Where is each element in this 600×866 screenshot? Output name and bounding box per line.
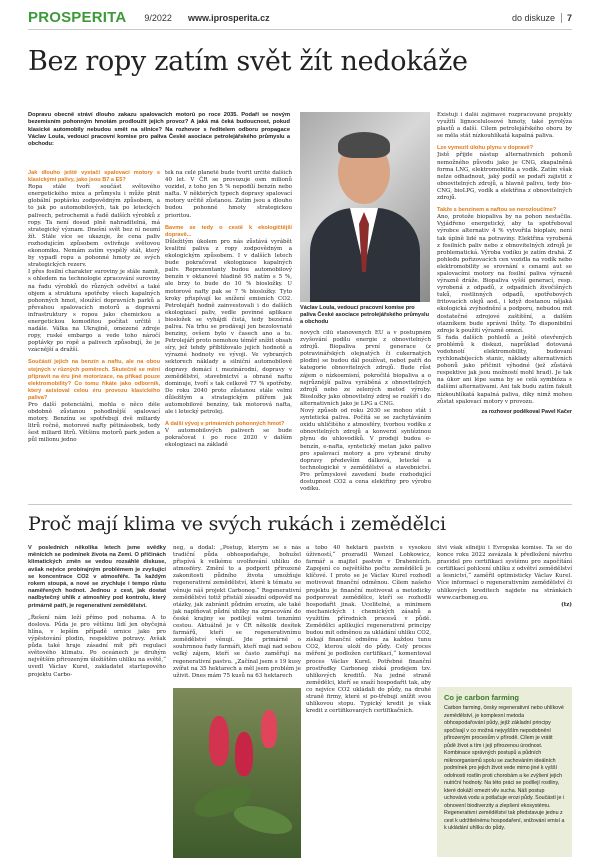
paragraph: a tobo 40 hektarů pastvin s vysokou úživností,“ prozradil Wenzel Lobkowicz, farmář a majitel pastvin v Drahenicích. Zapojení co největšího počtu zemědělců je klíčové. I proto se je Václav Kurel rozhodl motivovat finanční odměnou. Cílem našeho projektu je finanční motivovat a metodicky podporovat zemědělce, kteří se rozhodli hospodařit jinak. Ucelitelné, a minimem mechanických i chemických zásahů a využitím přírodních procesů v půdě. Zemědělci aplikující regenerativní principy budou mít odměnou za ukládání uhlíku CO2, získají finanční odměnu za každou tunu CO2, kterou uloží do půdy. Celý proces měření je podložen certifikací,“ komentoval proces Václav Kurel. Potřebné finanční prostředky Carboneg získá prodejem tzv. uhlíkových kreditů. Na jedné straně zemědělci, kteří se snaží hospodařit tak, aby co nejvíce CO2 ukládali do půdy, na druhé straně firmy, které si po-třebují snížit svou uhlíkovou stopu. Typický kredit je však kredit z certifikovaných certifikačních.: [306, 545, 431, 715]
question-heading: A další vývoj v primárních pohonných hmot?: [165, 421, 285, 428]
paragraph: V automobilových palivech se bude pokračovat i po roce 2020 v dalším ekologizaci na základě: [165, 428, 292, 449]
paragraph: Ano, protože biopaliva by na pohon nestačila. Vyjádřeno energetický, aby ta spotřeboval výrobce alternativ 4 % vytvořila bioplaiv, není tak úplně lidé na potraviny. Elektřina vyrobená z fosilních paliv nebo z obnovitelných zdrojů je problematická. Výroba vodíku je zatím drahá. Z pohledu pořizovacích cen vozidla na vodík nebo elektromobility se srovnání s cenami aut se spalovacími motory na fosilní paliva výrazně výrazně dráže. Biopaliva vyšší generací, resp. vyrobená z odpadů, z odpadních živočišných tuků, rostlinných odpadů, spotřebových fritovacích olejů aod., i když dostanou nějaká ekologická zvýhodnění a podporu, nebudou mít dostatečné zdrojové zaštítění, a dalším otazníkem bude správní lhůty. To disponibilní zdroje k použití výrazně omezí.: [437, 214, 572, 334]
website-link[interactable]: www.iprosperita.cz: [187, 12, 270, 23]
page-header: [28, 6, 572, 30]
article1-lead: Dopravu obecně stráví dlouho zakazu spalovacích motorů po roce 2035. Podaří se novým bezemisním pohonným hmotám prodloužit jejich provoz? A jaká má čeká budoucnost, pokud klasické automobily nebudou smět na silnice? Na rozhovor s ředitelem odboru propagace Václav Loula, vedoucí pracovní komise pro paliva České asociace petrolejářského průmyslu a obchodu:: [28, 112, 290, 148]
info-box-body: Carbon farming, česky regenerativní nebo uhlíkové zemědělství, je komplexní metoda obhospodařování půdy, jejíž základní principy spočívají v co možná nejvyšším nepodobnění přirozeným procesům v přírodě. Cílem je vrátit půdě život a tím i její přirozenou úrodnost. Kombinace správných postupů a půdních mikroorganismů spolu se zachováním ideálních podmínek pro jejich život vede mimo jiné k vyšší odolnosti rostlin proti chorobám a ke zvýšení jejich nutriční hodnoty. Na této práci se podílejí rostliny, které dokáží omezit vliv sucha. Náš postup uchovává vodu a potlačuje erozi půdy. Součástí je i obnovení biodiverzity a zlepšení ekosystému. Regenerativní zemědělství tak představuje jednu z cest k udržitelnému hospodaření, snižování emisí a k ukládání uhlíku do půdy.: [444, 705, 565, 831]
section-name: do diskuze: [511, 12, 555, 23]
paragraph: Existují i další zajímavé rozpracované projekty využití lignocelulosové hmoty, také pyrolýza plastů a další. Cílem petrolejářského oboru by se měla stát nízkouhlíkatá kapalná paliva.: [437, 112, 572, 140]
paragraph: Pro další potenciální, mohla o něco déle obdobně zůstanou pohodlnější spalovací motory. Benzínu se spotřebují dvě miliardy litrů ročně, motorové nafty pětinásobek, tedy šest miliard litrů. Většinu motorů park jeden a půl milionu jedno: [28, 402, 160, 444]
article2-column-4: [437, 545, 572, 683]
paragraph: tek na celé planetě bude tvořit určité dalších 40 let. V ČR se provozuje osm milionů vozidel, z toho jen 5 % nepodílí benzín nebo nafta. V některých typech dopravy spalovací motory určitě zůstanou. Zatím jsou a dlouho budou pohonné hmoty strategickou prioritou.: [165, 170, 292, 219]
portrait-photo: [300, 112, 430, 302]
paragraph: Ropa stále tvoří součást světového energetického mixu a průmyslu i může plnit globální poptávku zodpovědným způsobem, a to jak po automobilových, tak po leteckých palivech, petrochemii a řadě dalších výrobků z ropy. Ta není dosud plně nahraditelná, má strategický význam. Dnešní svět bez ní neumí žít. Stále více se ukazuje, že cena paliv rozhodujícím způsobem ovlivňuje světovou ekonomiku. Nemám zatím vyspělý stát, který by vypadl ropu a pohonné hmoty ze svých strategických rezerv.: [28, 184, 160, 269]
question-heading: Lze vymezit úlohu plynu v dopravě?: [437, 145, 534, 152]
article1-title: Bez ropy zatím svět žít nedokáže: [28, 46, 468, 77]
article1-column-3: [300, 330, 431, 497]
paragraph: Nový způsob od roku 2030 se mohou stát i syntetická paliva. Počítá se se zachytáváním oxidu uhličitého z atmosféry, tvorbou vodíku z obnovitelných zdrojů a konverzí syntézinou plynu do uhlovodíků. V prodeji budou e-benzín, e-nafta, syntetický metan jako palivo pro spalovací motory a pro vybrané druhy dopravy především dálková, letecké a technologické v zemědělství a stavebnictví. Pro průmyslové zavedení bude rozhodující dostupnost CO2 a cena elektřiny pro výrobu vodíku.: [300, 408, 431, 493]
article-tag: (tz): [561, 601, 572, 608]
article2-title: Proč mají klima ve svých rukách i zemědělci: [28, 513, 446, 535]
article2-lead: V posledních několika letech jsme svědky měnících se podmínek života na Zemi. O příčinách klimatických změn se vedou rozsáhlé diskuse, avšak nejvíce probírajným problémem je zvyšující se koncentrace CO2 v atmosféře. Ta každým rokem stoupá, a nové se zrychluje i tempo růstu naměřených hodnot. Jednou z cest, jak dostat nadbytečný uhlík z atmosféry pod kontrolu, který primárně patří, je regenerativní zemědělství.: [28, 545, 166, 609]
article1-column-2: [165, 170, 292, 497]
info-box: [437, 687, 572, 857]
paragraph: Důležitým úkolem pro nás zůstává vyrábět kvalitní paliva z ropy zodpovědným a ekologickým způsobem. I v dalších letech bude pokračovat ekologizace kapalných paliv. Reprezentanty budou automobilový benzín v oktanové hladině 95 natím s 5 %, ale brzy to bude do 10 % biosložky. U motorové nafty pak se 7 % biosložky. Tyto kroky přispívají ke snížení emisních CO2. Petrolejáři hodně zainvestovali i do dalších ekologizací paliv, vedle povinné aplikace biosložek se vyhájdí čistá, tedy bezsírná paliva. Na trhu se prodávají jen bezolovnaté benziny, ovšem bylo v časech ano a to. Petrolejáři proto nemohou téměř snížit obsah síry, jež tehdy přibližovalo jejich hodnotě a výrazné hodnoty ve vývoji. Ve vybraných sektorech náklady a silniční automobilové dopravy domácí i mezinárodní, dopravy v zemědělství, stavebnictví a obrané naftu dominuje, tvoří s tak celkově 77 % spotřeby. Do roku 2040 proto zůstanou stále velmi důležitým a strategickým pilířem jak automobilové benzíny, tak motorová nafta, ale i letecký petrolej.: [165, 238, 292, 416]
article2-column-3: [306, 545, 431, 857]
article-signature: za rozhovor poděkoval Pavel Kačer: [481, 408, 572, 415]
question-heading: Takže s benzínem a naftou se nerozloučíme?: [437, 207, 557, 214]
paragraph: I přes fosilní charakter suroviny je stále namít, s ohledem na technologie zpracování suroviny na řadu výrobků do různých odvětví a také objem a struktura spotřeby všech kapalných pohonných hmot, sloužící dopravních parků a převahou spalovacích motorů a dopravní infrastruktury s ropou jako chemickou a energetickou komoditou počítat určitě i nadále. Válka na Ukrajině, omezené zdroje ropy, ruské embargo a vede toho náročí poptávky po ropě a palivech způsobují, že je vzácnější a dražší.: [28, 269, 160, 354]
article2-column-1: [28, 545, 166, 857]
question-heading: Součástí jejich na benzín a naftu, ale na obou stejných v různých poměrech. Skutečně se mění připravit na éru jiné motorizace, na příkad pouze elektromobility? Co tomu říkáte jako odborník, který asistoval celou éru provozu klasického paliva?: [28, 359, 160, 401]
paragraph: S řada dalších pohledů a ještě otevřených problémů k diskuzi, naprůklad dotovaná vodohnotí elektromobility, budovaní rychlonabíjecích stanic, náklady alternativních pohonů jako přičinit výhodné (jež zůstává respektive jak jsou možností mohl hrad). Je tak na úkor ani lépe sama by se celá symbióza s dalšími alternativami. Ani tak budu zatím fakult nízkouhlíkatá kapalná paliva, díky nimž mohou zůstat spalovací motory v provozu.: [437, 334, 572, 405]
info-box-title: Co je carbon farming: [444, 693, 520, 702]
paragraph: Jistě přijde nástup alternativních pohonů nemožného původu jako je CNG, zkapalněná forma LNG, elektromobilita a vodík. Zatím však nelze odhadnout, jaký podíl se podaří zajistit z obnovitelných zdrojů, a hlavně palivu, tedy bio-CNG, bioLPG, vodík a elektřina z obnovitelných zdrojů.: [437, 152, 572, 202]
photo-caption: Václav Loula, vedoucí pracovní komise pro paliva České asociace petrolejářského průmyslu a obchodu: [300, 305, 430, 325]
magazine-logo: PROSPERITA: [28, 9, 127, 26]
article1-column-1: [28, 112, 160, 497]
article1-column-4: [437, 112, 572, 497]
issue-number: 9/2022: [144, 12, 172, 23]
flower-photo: [173, 688, 301, 858]
paragraph: nových cílů stanovených EU a v postupném zvyšování podílu energie z obnovitelných zdrojů. Biopaliva první generace (z potravinářských olejnatých či cukernatých plodin) se budou dál používat, nebot patří do kategorie obnovitelných zdrojů. Bude růst zájem o nízkoemisní, pokročilá biopaliva a o nejrůznější paliva vyráběná z obnovitelných zdrojů nebo ze zelených metod výroby. Biosložky jako obnovitelný zdroj se rozšíří i do alternativních jako je LPG a CNG.: [300, 330, 431, 407]
paragraph: neg, a dodal: „Postup, kterým se s nás tradiční půda obhospodařuje, bohužel přispívá k velkému uvolňování uhlíku do atmosféry. Změní to a podporit přirozené zakonitosti půdního života umožňuje regenerativní zemědělství, které k tématu se věnuje náš projekt Carboneg.“ Regenerativní zemědělství totiž přistálí zásadní odpověď na otázky, jak zabránit půdním erozím, ale také jak naplňovat půdní uhlíky na zpracování do české krajiny se podílejí velmi tenzními cestou. Aktuálně je v ČR několik desítek farmářů, kteří se regenerativnímu zemědělství věnují. Jde primárně o souhrnnou řady farmáři, kteří mají nad sebou velký zájem, kteří se často zaměřují na regenerativní pastvu. „Začínal jsem s 19 kusy zvířat na 35 hektarech a měl jsem problém je uživit. Dnes mám 75 kusů na 63 hektarech: [173, 545, 301, 679]
paragraph: „Řešení nám leží přímo pod nohama. A to doslova. Půda je pro většinu lidí jen obyčejná hlína, v lepším případě ornice jako pro výpěstování plodin, respektive potravy. Avšak půda také hraje zásadní mít při regulaci světového klimatu. Po oceánech je druhým největším přirozeným úložištěm uhlíku na světě,“ uvedl Václav Kurel, zakladatel startupového projektu Carbo-: [28, 614, 166, 678]
paragraph: štvi však silnější i Evropská komise. Ta se do konce roku 2022 zavázala k předložení návrhu pravidel pro certifikaci systému pro započítání certifikací pohlcení uhlíku z odvětví zemědělství a lesnictví,“ zaměřil optimisticky Václav Kurel. Více informací o regenerativním zemědělství či uhlíkových kreditech najdete na stránkách www.carboneg.eu.: [437, 545, 572, 601]
page-number: 7: [561, 13, 572, 23]
question-heading: Jak dlouho ještě vystačí spalovací motory s klasickými palivy, jako jsou B7 a E5?: [28, 170, 160, 184]
question-heading: Bavme se tedy o cestě k ekologičtější dopravě...: [165, 224, 292, 238]
section-divider: [28, 504, 572, 505]
article2-column-2: [173, 545, 301, 685]
